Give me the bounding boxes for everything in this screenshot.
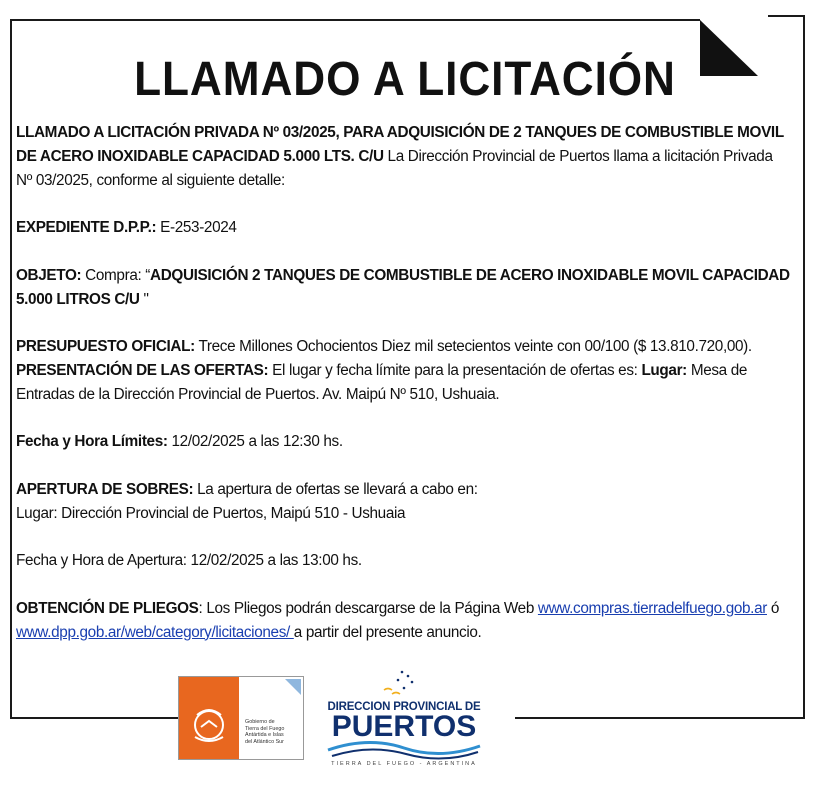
frame-top-right	[768, 15, 805, 17]
apertura-line	[16, 478, 792, 502]
gobierno-text	[245, 719, 303, 745]
notice-body	[16, 121, 792, 645]
pliegos-between: ó	[766, 599, 780, 617]
lugar-label: Lugar:	[641, 361, 687, 379]
page-title: LLAMADO A LICITACIÓN	[134, 53, 676, 106]
objeto-label: OBJETO:	[16, 266, 82, 284]
presupuesto-line	[16, 335, 792, 359]
presentacion-text: El lugar y fecha límite para la presentación de ofertas es:	[268, 361, 642, 379]
expediente-line	[16, 216, 792, 240]
fecha-limite-line	[16, 430, 792, 454]
dpp-licitaciones-link[interactable]: www.dpp.gob.ar/web/category/licitaciones/	[16, 623, 294, 641]
presentacion-paragraph	[16, 359, 792, 407]
logo-blue-corner	[285, 679, 301, 695]
pliegos-paragraph	[16, 597, 792, 645]
objeto-suffix: "	[139, 290, 149, 308]
gobierno-line: Gobierno de	[245, 719, 275, 725]
frame-left	[10, 19, 12, 719]
gobierno-line: Tierra del Fuego	[245, 725, 285, 732]
presentacion-label: PRESENTACIÓN DE LAS OFERTAS:	[16, 361, 269, 379]
puertos-main-text: PUERTOS	[331, 710, 477, 743]
intro-text: La Dirección Provincial de Puertos llama a licitación Privada Nº 03/2025, conforme al siguiente detalle:	[16, 147, 773, 189]
apertura-fecha: Fecha y Hora de Apertura: 12/02/2025 a las 13:00 hs.	[16, 552, 362, 570]
logo-orange-panel	[179, 677, 239, 759]
pliegos-label: OBTENCIÓN DE PLIEGOS	[16, 599, 199, 617]
pliegos-text: : Los Pliegos podrán descargarse de la Página Web	[198, 599, 538, 617]
presupuesto-label: PRESUPUESTO OFICIAL:	[16, 338, 195, 356]
intro-heading: LLAMADO A LICITACIÓN PRIVADA Nº 03/2025, PARA ADQUISICIÓN DE 2 TANQUES DE COMBUSTIBLE MOVIL DE ACERO INOXIDABLE CAPACIDAD 5.000 LTS. C/U	[16, 124, 784, 165]
fecha-limite-label: Fecha y Hora Límites:	[16, 433, 168, 451]
lugar-value: Mesa de Entradas de la Dirección Provincial de Puertos. Av. Maipú Nº 510, Ushuaia.	[16, 361, 748, 403]
gobierno-line: del Atlántico Sur	[245, 738, 284, 745]
objeto-value: ADQUISICIÓN 2 TANQUES DE COMBUSTIBLE DE ACERO INOXIDABLE MOVIL CAPACIDAD 5.000 LITROS C/U	[16, 266, 790, 308]
pliegos-after: a partir del presente anuncio.	[293, 623, 482, 641]
gobierno-tierra-del-fuego-logo	[178, 676, 304, 760]
intro-paragraph	[16, 121, 792, 192]
frame-top-left	[10, 19, 700, 21]
expediente-label: EXPEDIENTE D.P.P.:	[16, 219, 157, 237]
objeto-paragraph	[16, 264, 792, 312]
apertura-lugar: Lugar: Dirección Provincial de Puertos, Maipú 510 - Ushuaia	[16, 504, 406, 522]
puertos-bottom-text: TIERRA DEL FUEGO - ARGENTINA	[331, 761, 477, 767]
frame-bottom-left	[10, 717, 178, 719]
provincial-shield-icon	[179, 677, 239, 759]
gobierno-line: Antártida e Islas	[245, 732, 284, 739]
puertos-top-text: DIRECCION PROVINCIAL DE	[327, 701, 481, 713]
apertura-label: APERTURA DE SOBRES:	[16, 480, 194, 498]
expediente-value: E-253-2024	[156, 219, 237, 237]
direccion-puertos-logo	[318, 668, 490, 772]
objeto-prefix: Compra: “	[81, 266, 151, 284]
frame-bottom-right	[515, 717, 805, 719]
fecha-limite-value: 12/02/2025 a las 12:30 hs.	[167, 433, 343, 451]
apertura-text: La apertura de ofertas se llevará a cabo en:	[193, 480, 478, 498]
compras-link[interactable]: www.compras.tierradelfuego.gob.ar	[537, 599, 767, 617]
frame-right	[803, 15, 805, 719]
presupuesto-value: Trece Millones Ochocientos Diez mil setecientos veinte con 00/100 ($ 13.810.720,00).	[194, 338, 752, 356]
